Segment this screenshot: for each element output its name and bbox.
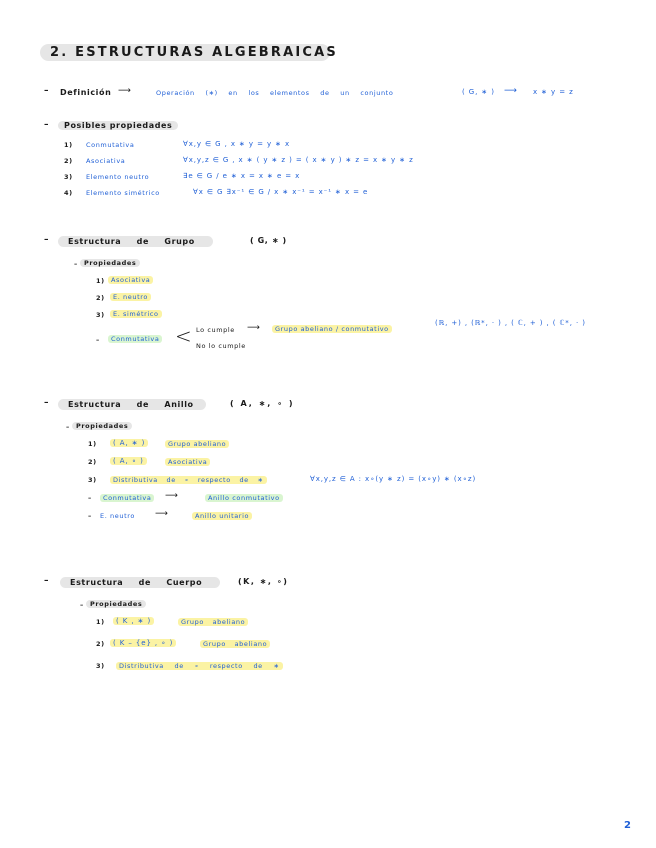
grupo-examples: (ℝ, +) , (ℝ*, · ) , ( ℂ, + ) , ( ℂ*, · ) [435, 319, 586, 327]
anillo-sub: Propiedades [72, 422, 132, 430]
item-number: 2) [88, 458, 97, 466]
anillo-distributiva: Distributiva de ∘ respecto de ∗ [110, 476, 267, 484]
bullet-dash: – [44, 576, 49, 586]
prop-formula: ∃e ∈ G / e ∗ x = x ∗ e = x [183, 172, 301, 180]
subheading-dash: – [74, 260, 78, 268]
subheading-dash: – [80, 601, 84, 609]
definition-pair: ( G, ∗ ) [462, 88, 495, 96]
definition-label: Definición [60, 88, 112, 97]
prop-number: 1) [64, 141, 73, 149]
brace-icon: < [175, 324, 192, 348]
bullet-dash: – [44, 235, 49, 245]
grupo-item: E. neutro [110, 293, 151, 301]
arrow-icon: ⟶ [165, 491, 178, 501]
arrow-icon: ⟶ [247, 323, 260, 333]
prop-name: Asociativa [86, 157, 126, 165]
anillo-distributiva-formula: ∀x,y,z ∈ A : x∘(y ∗ z) = (x∘y) ∗ (x∘z) [310, 475, 477, 483]
props-heading: Posibles propiedades [58, 121, 178, 130]
anillo-pair: ( A, ∘ ) [110, 457, 147, 465]
grupo-item: Asociativa [108, 276, 153, 284]
cuerpo-item: Distributiva de ∘ respecto de ∗ [116, 662, 283, 670]
anillo-pair: ( A, ∗ ) [110, 439, 148, 447]
definition-result: x ∗ y = z [533, 88, 574, 96]
item-number: 3) [88, 476, 97, 484]
prop-formula: ∀x,y ∈ G , x ∗ y = y ∗ x [183, 140, 291, 148]
grupo-sub: Propiedades [80, 259, 140, 267]
grupo-conm: Conmutativa [108, 335, 162, 343]
page-number: 2 [624, 820, 631, 831]
grupo-no: No lo cumple [196, 342, 246, 350]
anillo-conm: Conmutativa [100, 494, 154, 502]
cuerpo-pair: ( K , ∗ ) [113, 617, 154, 625]
anillo-item: Grupo abeliano [165, 440, 229, 448]
prop-formula: ∀x ∈ G ∃x⁻¹ ∈ G / x ∗ x⁻¹ = x⁻¹ ∗ x = e [193, 188, 369, 196]
item-number: 3) [96, 311, 105, 319]
grupo-yes-result: Grupo abeliano / conmutativo [272, 325, 392, 333]
grupo-label: Estructura de Grupo [58, 236, 213, 247]
subheading-dash: – [66, 423, 70, 431]
item-number: 3) [96, 662, 105, 670]
prop-name: Elemento simétrico [86, 189, 160, 197]
bullet-dash: – [96, 336, 100, 344]
grupo-item: E. simétrico [110, 310, 162, 318]
prop-formula: ∀x,y,z ∈ G , x ∗ ( y ∗ z ) = ( x ∗ y ) ∗ z = x ∗ y ∗ z [183, 156, 414, 164]
item-number: 2) [96, 294, 105, 302]
item-number: 1) [88, 440, 97, 448]
bullet-dash: – [44, 398, 49, 408]
prop-number: 4) [64, 189, 73, 197]
bullet-dash: – [88, 512, 92, 520]
bullet-dash: – [44, 120, 49, 130]
anillo-conm-result: Anillo conmutativo [205, 494, 283, 502]
bullet-dash: – [88, 494, 92, 502]
anillo-item: Asociativa [165, 458, 210, 466]
item-number: 2) [96, 640, 105, 648]
bullet-dash: – [44, 86, 49, 96]
prop-name: Elemento neutro [86, 173, 150, 181]
item-number: 1) [96, 277, 105, 285]
anillo-neutro: E. neutro [100, 512, 135, 520]
arrow-icon: ⟶ [155, 509, 168, 519]
arrow-icon: ⟶ [504, 86, 517, 96]
grupo-pair: ( G, ∗ ) [250, 236, 287, 245]
grupo-yes: Lo cumple [196, 326, 235, 334]
prop-number: 2) [64, 157, 73, 165]
anillo-label: Estructura de Anillo [58, 399, 206, 410]
arrow-icon: ⟶ [118, 86, 131, 96]
cuerpo-sub: Propiedades [86, 600, 146, 608]
prop-name: Conmutativa [86, 141, 135, 149]
prop-number: 3) [64, 173, 73, 181]
cuerpo-item: Grupo abeliano [178, 618, 248, 626]
anillo-neutro-result: Anillo unitario [192, 512, 252, 520]
cuerpo-pair: ( K – {e} , ∘ ) [110, 639, 176, 647]
definition-text: Operación (∗) en los elementos de un conjunto [156, 89, 394, 97]
cuerpo-label: Estructura de Cuerpo [60, 577, 220, 588]
page-title: 2. ESTRUCTURAS ALGEBRAICAS [40, 44, 330, 61]
cuerpo-item: Grupo abeliano [200, 640, 270, 648]
cuerpo-triple: (K, ∗, ∘) [238, 577, 289, 586]
anillo-triple: ( A, ∗, ∘ ) [230, 399, 295, 408]
item-number: 1) [96, 618, 105, 626]
